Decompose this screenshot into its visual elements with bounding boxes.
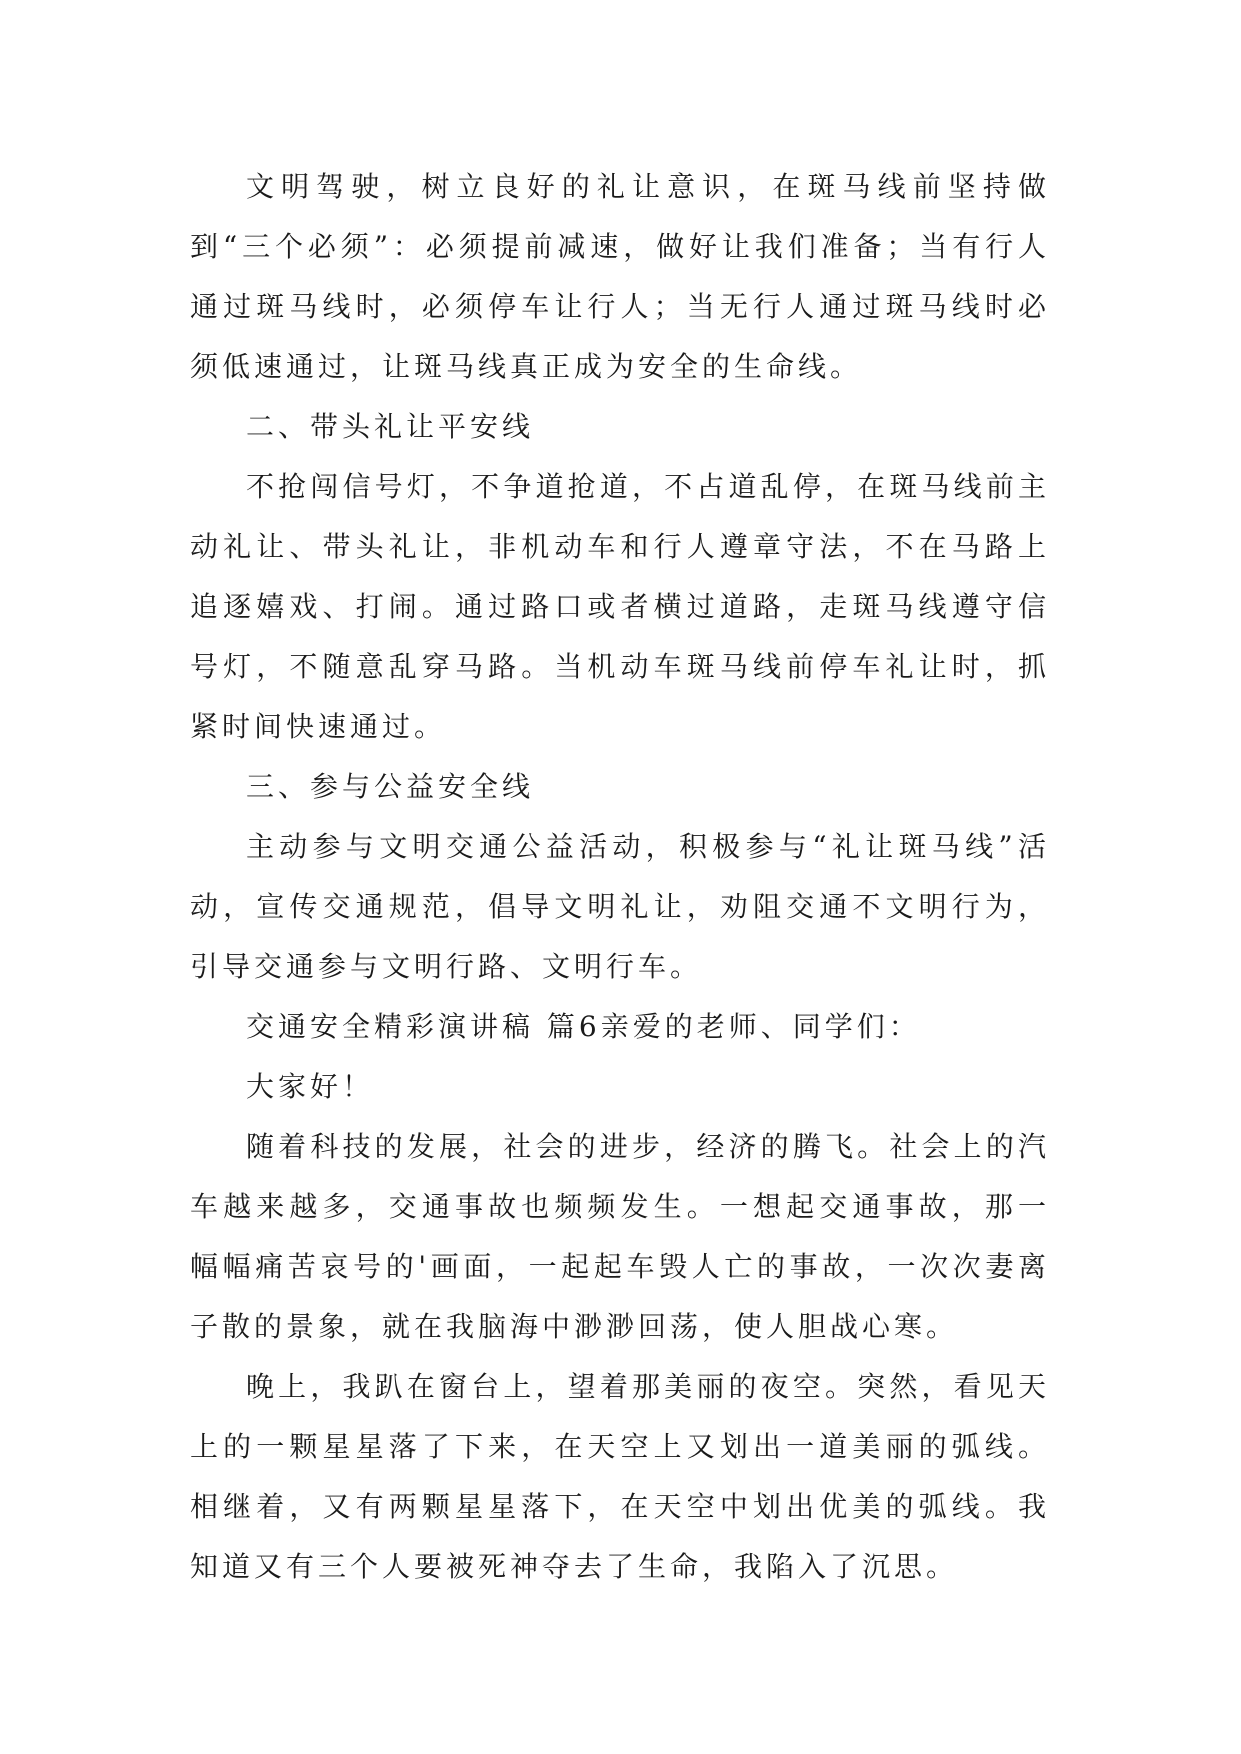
speech-title: 交通安全精彩演讲稿 篇6亲爱的老师、同学们： [246,1010,921,1043]
document-page [190,157,1050,1597]
paragraph-development: 随着科技的发展，社会的进步，经济的腾飞。社会上的汽车越来越多，交通事故也频频发生。一想起交通事故，那一幅幅痛苦哀号的'画面，一起起车毁人亡的事故，一次次妻离子散的景象，就在我脑海中渺渺回荡，使人胆战心寒。 [190,1130,1050,1343]
section-heading-2: 二、带头礼让平安线 [246,410,535,443]
greeting: 大家好！ [246,1070,375,1103]
section-heading-3: 三、参与公益安全线 [246,770,535,803]
paragraph-zebra-crossing: 文明驾驶，树立良好的礼让意识，在斑马线前坚持做到“三个必须”：必须提前减速，做好让我们准备；当有行人通过斑马线时，必须停车让行人；当无行人通过斑马线时必须低速通过，让斑马线真正成为安全的生命线。 [190,170,1050,383]
paragraph-night-sky: 晚上，我趴在窗台上，望着那美丽的夜空。突然，看见天上的一颗星星落了下来，在天空上又划出一道美丽的弧线。相继着，又有两颗星星落下，在天空中划出优美的弧线。我知道又有三个人要被死神夺去了生命，我陷入了沉思。 [190,1370,1050,1583]
paragraph-yield: 不抢闯信号灯，不争道抢道，不占道乱停，在斑马线前主动礼让、带头礼让，非机动车和行人遵章守法，不在马路上追逐嬉戏、打闹。通过路口或者横过道路，走斑马线遵守信号灯，不随意乱穿马路。当机动车斑马线前停车礼让时，抓紧时间快速通过。 [190,470,1050,743]
paragraph-public-welfare: 主动参与文明交通公益活动，积极参与“礼让斑马线”活动，宣传交通规范，倡导文明礼让，劝阻交通不文明行为，引导交通参与文明行路、文明行车。 [190,830,1050,983]
